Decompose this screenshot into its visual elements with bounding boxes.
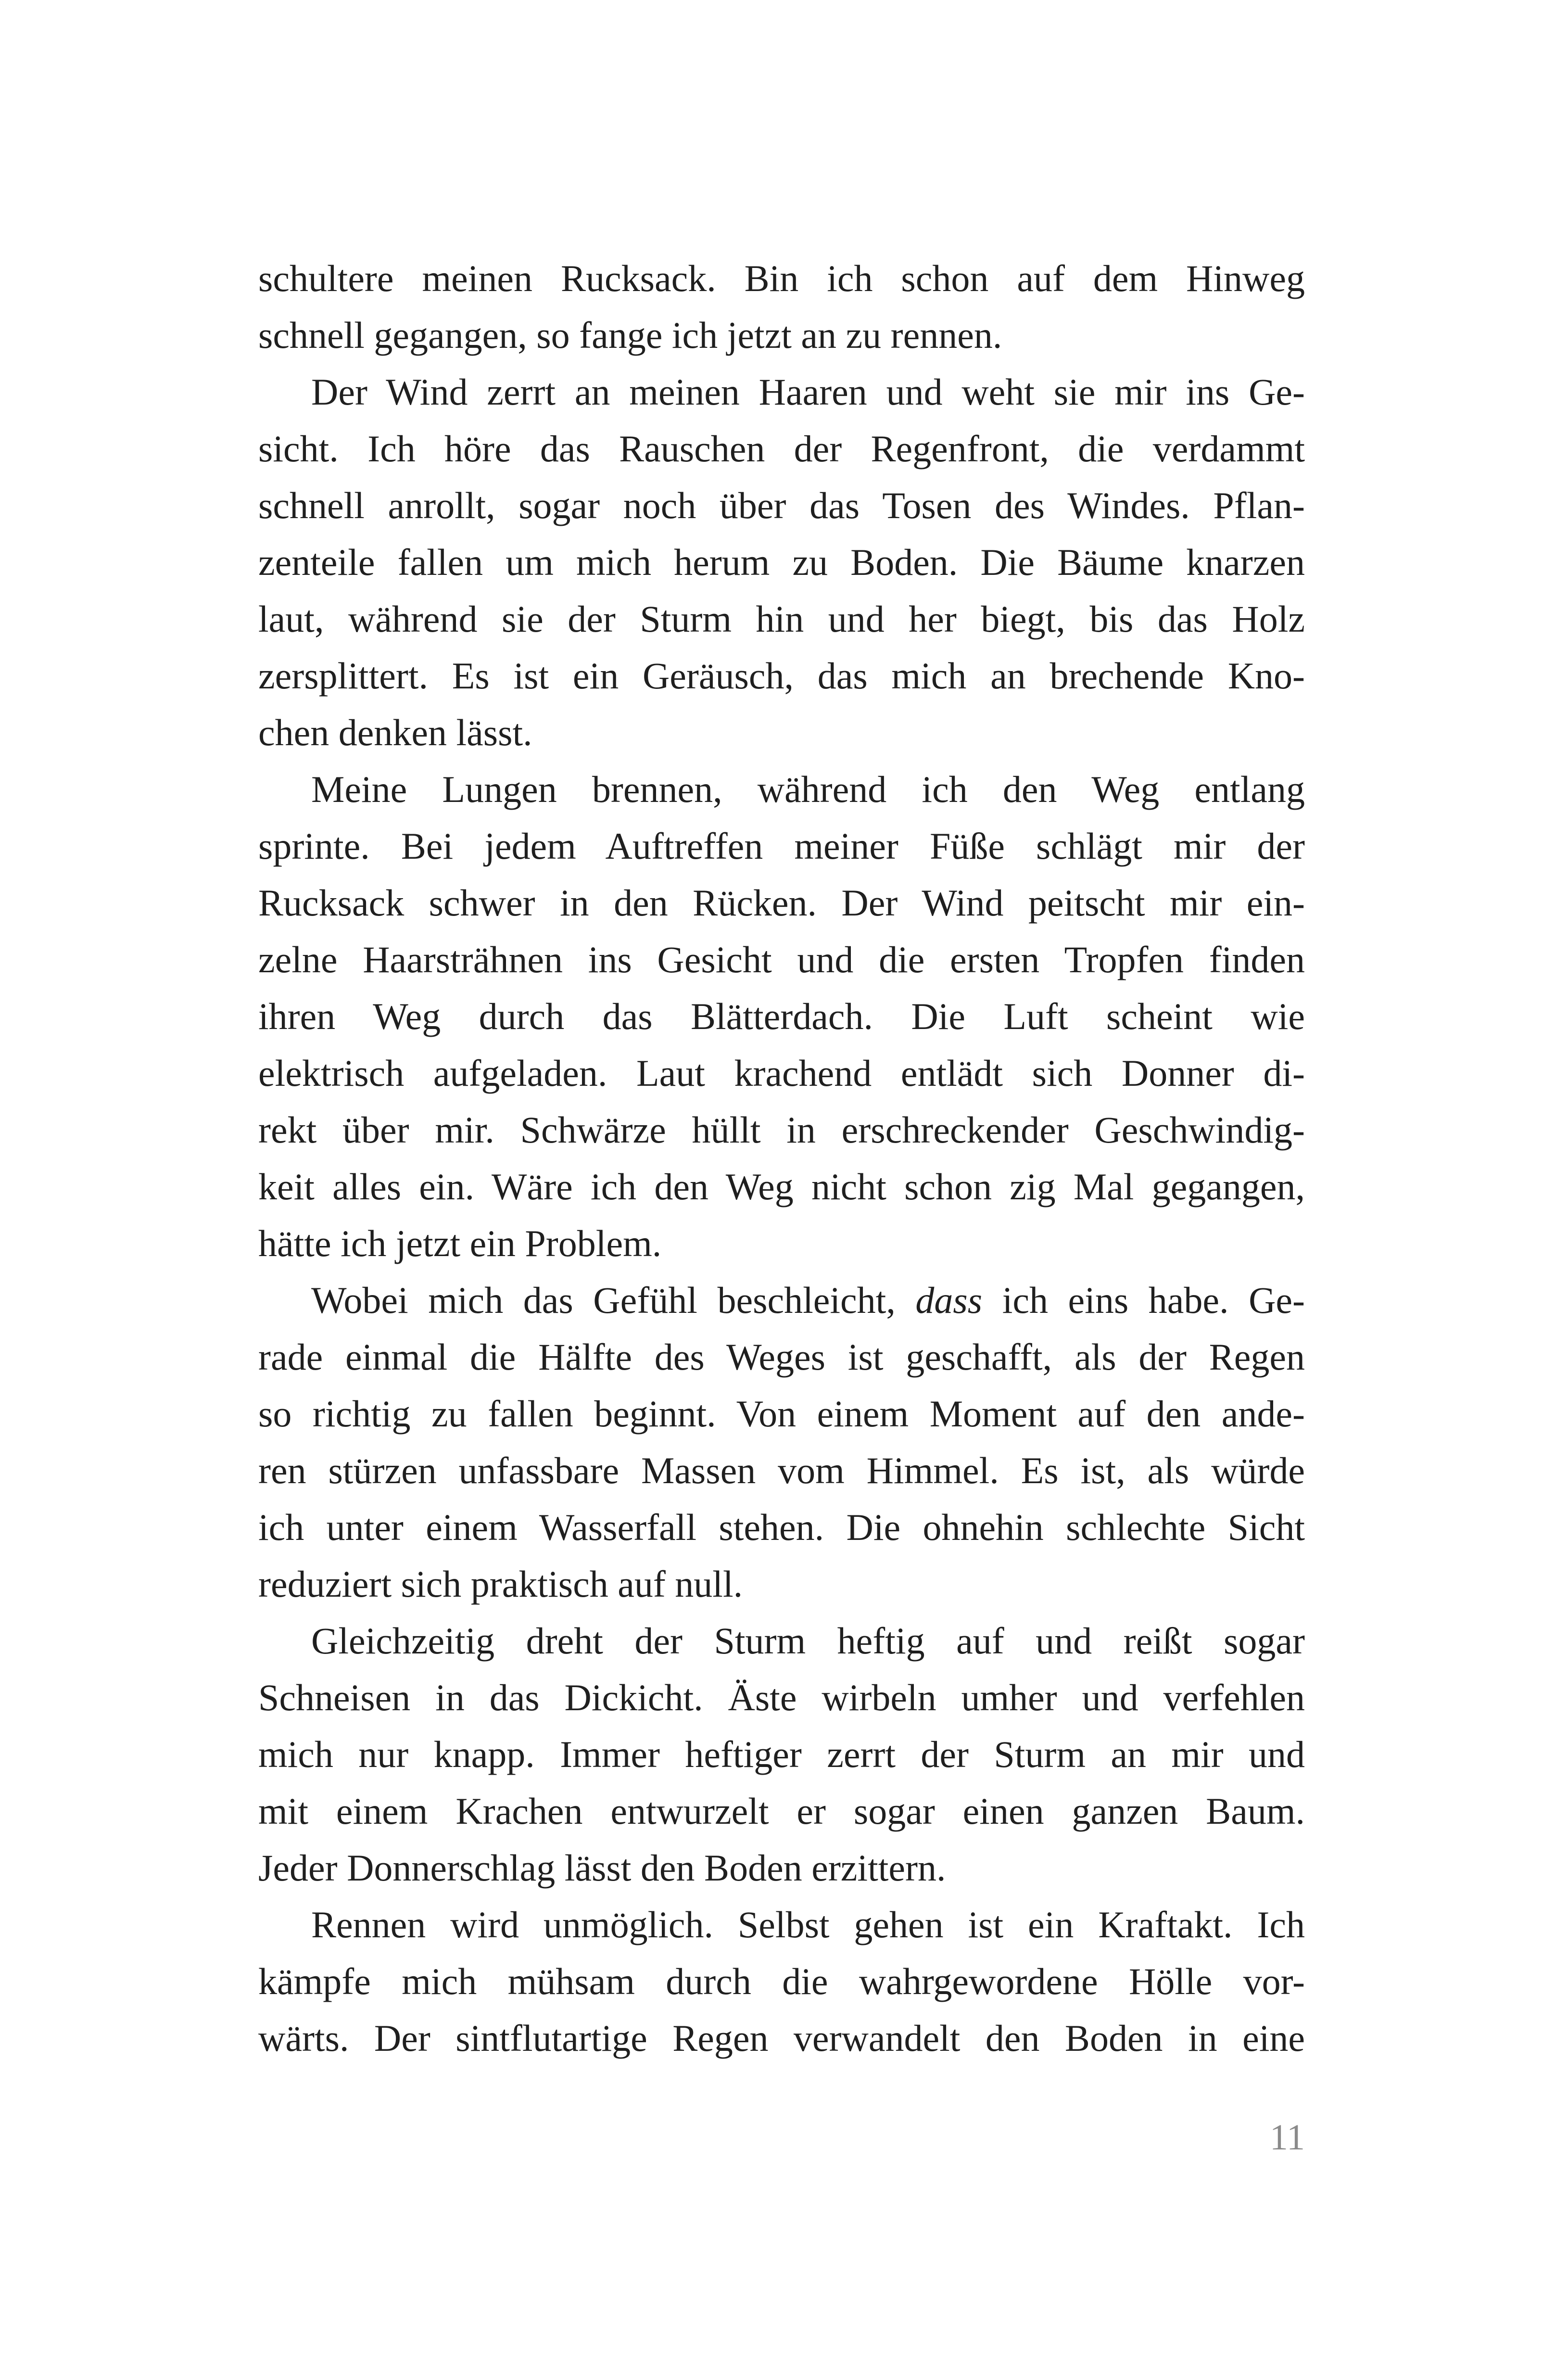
text-line: chen denken lässt. [258,712,532,753]
text-line: zenteile fallen um mich herum zu Boden. Die Bäume knarzen [258,541,1305,583]
body-text [258,250,1305,2067]
text-line: mich nur knapp. Immer heftiger zerrt der Sturm an mir und [258,1733,1305,1775]
text-line: ren stürzen unfassbare Massen vom Himmel. Es ist, als würde [258,1449,1305,1491]
text-line: Der Wind zerrt an meinen Haaren und weht sie mir ins Ge- [311,371,1305,413]
text-line: hätte ich jetzt ein Problem. [258,1222,662,1264]
text-line: keit alles ein. Wäre ich den Weg nicht schon zig Mal gegangen, [258,1166,1305,1207]
text-line: zersplittert. Es ist ein Geräusch, das mich an brechende Kno- [258,655,1305,697]
text-segment: ich eins habe. Ge- [982,1279,1305,1321]
text-line: sprinte. Bei jedem Auftreffen meiner Füße schlägt mir der [258,825,1305,867]
text-line: schnell anrollt, sogar noch über das Tosen des Windes. Pflan- [258,484,1305,526]
text-line: elektrisch aufgeladen. Laut krachend entlädt sich Donner di- [258,1052,1305,1094]
text-line: schultere meinen Rucksack. Bin ich schon auf dem Hinweg [258,257,1305,299]
text-line [258,1272,1305,1329]
text-line: wärts. Der sintflutartige Regen verwandelt den Boden in eine [258,2017,1305,2059]
text-line: mit einem Krachen entwurzelt er sogar einen ganzen Baum. [258,1790,1305,1832]
text-line: kämpfe mich mühsam durch die wahrgewordene Hölle vor- [258,1960,1305,2002]
text-line: Rucksack schwer in den Rücken. Der Wind peitscht mir ein- [258,882,1305,924]
page-number: 11 [1269,2117,1305,2158]
text-line: sicht. Ich höre das Rauschen der Regenfront, die verdammt [258,428,1305,470]
text-line: reduziert sich praktisch auf null. [258,1563,743,1605]
italic-emphasis: dass [915,1279,983,1321]
text-line: schnell gegangen, so fange ich jetzt an zu rennen. [258,314,1002,356]
text-line: Jeder Donnerschlag lässt den Boden erzittern. [258,1847,946,1889]
text-line: rade einmal die Hälfte des Weges ist geschafft, als der Regen [258,1336,1305,1378]
text-line: Schneisen in das Dickicht. Äste wirbeln umher und verfehlen [258,1677,1305,1718]
text-line: Meine Lungen brennen, während ich den Weg entlang [311,768,1305,810]
text-segment: Wobei mich das Gefühl beschleicht, [311,1279,916,1321]
text-line: rekt über mir. Schwärze hüllt in erschreckender Geschwindig- [258,1109,1305,1151]
text-line: zelne Haarsträhnen ins Gesicht und die ersten Tropfen finden [258,939,1305,980]
text-line: ihren Weg durch das Blätterdach. Die Luft scheint wie [258,995,1305,1037]
text-line: ich unter einem Wasserfall stehen. Die ohnehin schlechte Sicht [258,1506,1305,1548]
text-line: so richtig zu fallen beginnt. Von einem Moment auf den ande- [258,1393,1305,1435]
text-line: Gleichzeitig dreht der Sturm heftig auf und reißt sogar [311,1620,1305,1662]
text-line: Rennen wird unmöglich. Selbst gehen ist ein Kraftakt. Ich [311,1904,1305,1945]
text-line: laut, während sie der Sturm hin und her biegt, bis das Holz [258,598,1305,640]
